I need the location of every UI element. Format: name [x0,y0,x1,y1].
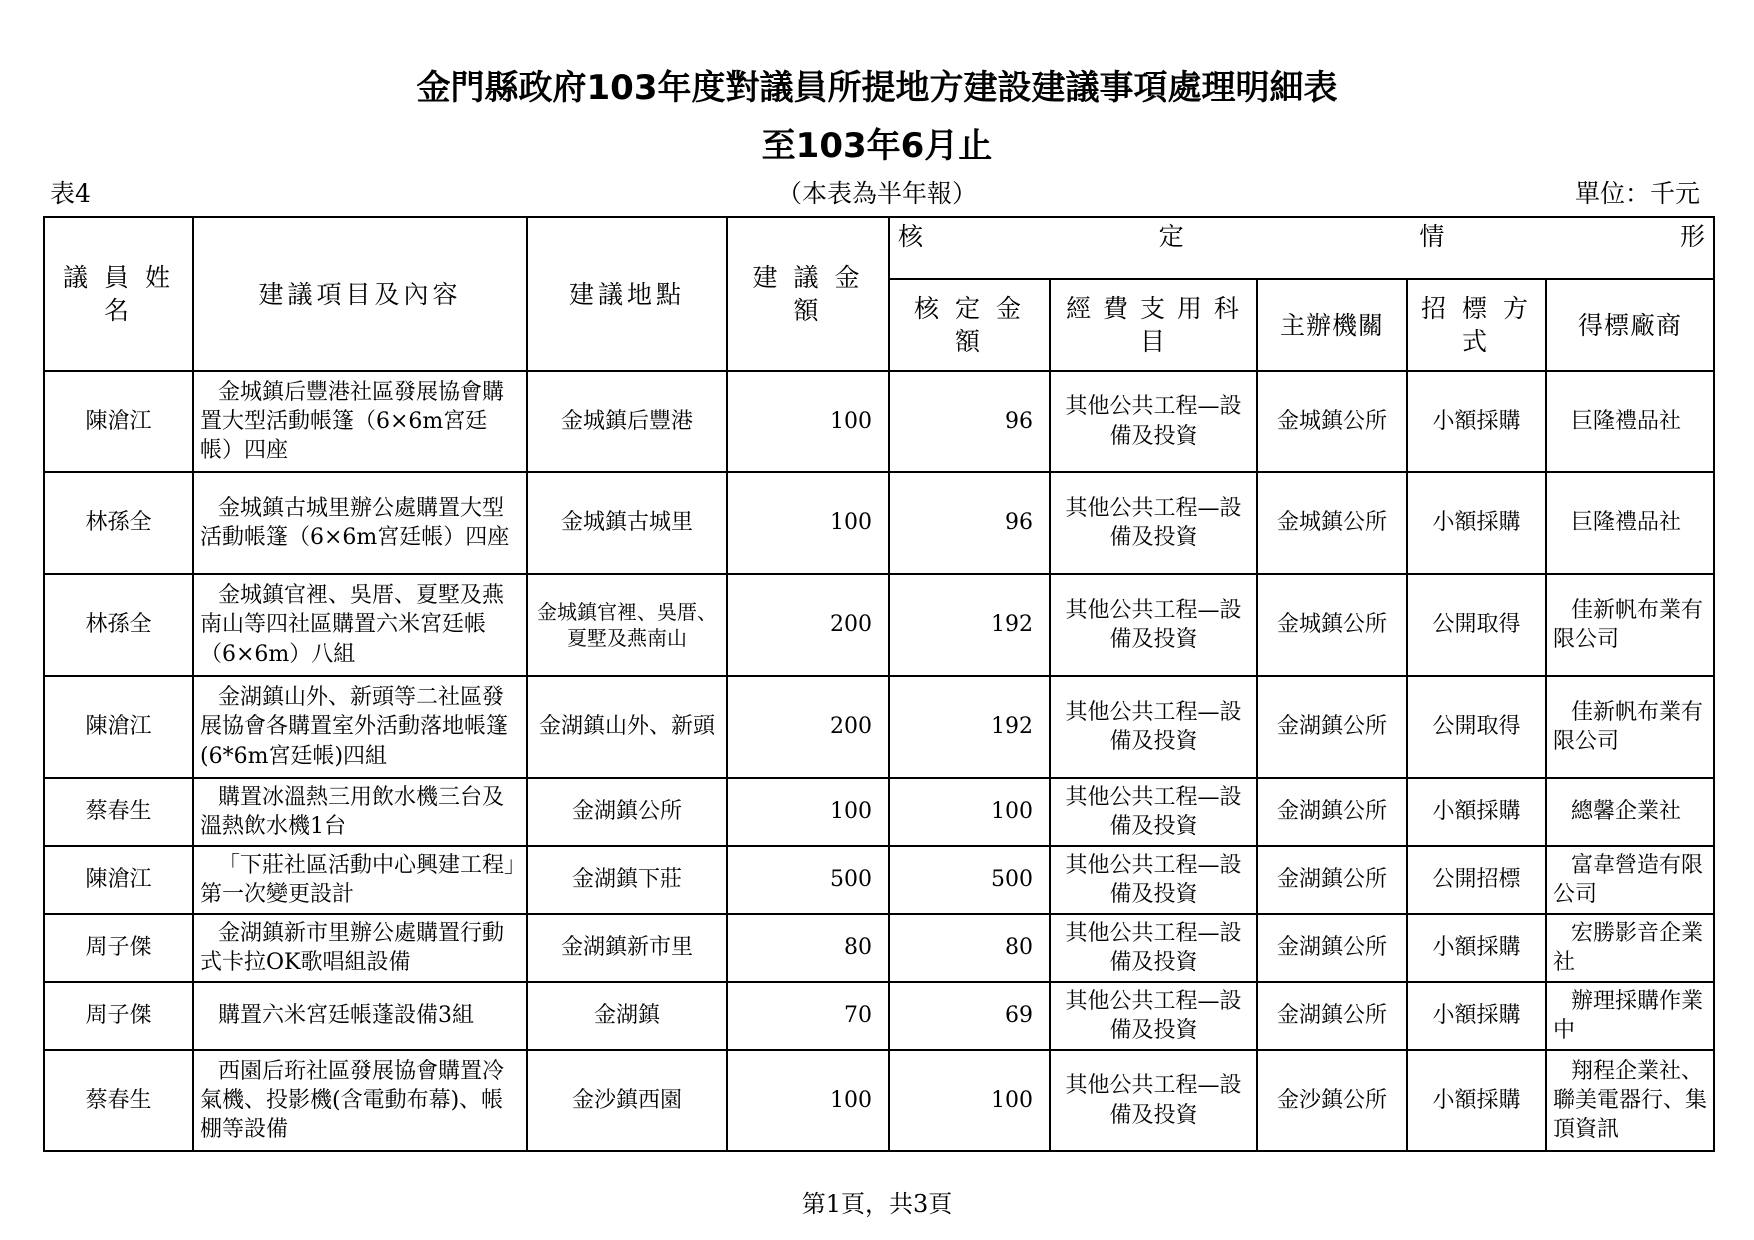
table-row [44,982,1714,1050]
row-approved-amount: 192 [889,574,1050,676]
row-procurement: 公開取得 [1407,574,1546,676]
row-approved-amount: 100 [889,1050,1050,1151]
row-location: 金湖鎮新市里 [527,914,727,982]
row-agency: 金城鎮公所 [1257,371,1407,472]
row-location: 金湖鎮公所 [527,778,727,846]
row-item: 「下莊社區活動中心興建工程」第一次變更設計 [193,846,527,914]
approval-char: 核 [898,222,924,251]
row-councilor: 陳滄江 [44,676,193,778]
page-footer: 第1頁，共3頁 [801,1190,953,1218]
row-procurement: 小額採購 [1407,982,1546,1050]
row-vendor: 辦理採購作業中 [1546,982,1714,1050]
row-item: 購置六米宮廷帳蓬設備3組 [193,982,527,1050]
row-councilor: 蔡春生 [44,1050,193,1151]
row-item: 購置冰溫熱三用飲水機三台及溫熱飲水機1台 [193,778,527,846]
table-row [44,371,1714,472]
approval-char: 情 [1419,222,1445,251]
row-budget-item: 其他公共工程—設備及投資 [1050,982,1257,1050]
table-number: 表4 [50,179,91,208]
row-amount: 70 [727,982,889,1050]
row-approved-amount: 100 [889,778,1050,846]
row-location: 金城鎮官裡、吳厝、夏墅及燕南山 [527,574,727,676]
row-location: 金城鎮古城里 [527,472,727,574]
row-councilor: 林孫全 [44,472,193,574]
row-vendor: 巨隆禮品社 [1546,472,1714,574]
row-item: 金湖鎮新市里辦公處購置行動式卡拉OK歌唱組設備 [193,914,527,982]
row-amount: 80 [727,914,889,982]
page-title: 金門縣政府103年度對議員所提地方建設建議事項處理明細表 [416,68,1338,108]
approval-char: 形 [1679,222,1705,251]
row-vendor: 翔程企業社、聯美電器行、集頂資訊 [1546,1050,1714,1151]
row-vendor: 富韋營造有限公司 [1546,846,1714,914]
row-budget-item: 其他公共工程—設備及投資 [1050,1050,1257,1151]
row-amount: 100 [727,778,889,846]
row-item: 西園后珩社區發展協會購置冷氣機、投影機(含電動布幕)、帳棚等設備 [193,1050,527,1151]
row-budget-item: 其他公共工程—設備及投資 [1050,846,1257,914]
col-approval-group [889,217,1714,279]
row-budget-item: 其他公共工程—設備及投資 [1050,676,1257,778]
table-row [44,676,1714,778]
col-location: 建議地點 [527,217,727,371]
row-vendor: 佳新帆布業有限公司 [1546,574,1714,676]
row-procurement: 公開取得 [1407,676,1546,778]
row-councilor: 陳滄江 [44,846,193,914]
row-location: 金湖鎮下莊 [527,846,727,914]
row-agency: 金湖鎮公所 [1257,778,1407,846]
row-approved-amount: 69 [889,982,1050,1050]
row-agency: 金湖鎮公所 [1257,982,1407,1050]
row-councilor: 林孫全 [44,574,193,676]
row-procurement: 小額採購 [1407,371,1546,472]
row-agency: 金湖鎮公所 [1257,914,1407,982]
row-councilor: 陳滄江 [44,371,193,472]
row-amount: 100 [727,472,889,574]
col-budget-item: 經 費 支 用 科 目 [1050,279,1257,371]
table-row [44,846,1714,914]
row-amount: 500 [727,846,889,914]
row-budget-item: 其他公共工程—設備及投資 [1050,574,1257,676]
table-row [44,1050,1714,1151]
row-budget-item: 其他公共工程—設備及投資 [1050,472,1257,574]
row-budget-item: 其他公共工程—設備及投資 [1050,371,1257,472]
row-vendor: 宏勝影音企業社 [1546,914,1714,982]
row-approved-amount: 96 [889,371,1050,472]
row-amount: 100 [727,371,889,472]
table-row [44,472,1714,574]
col-approved-amount: 核 定 金 額 [889,279,1050,371]
col-vendor: 得標廠商 [1546,279,1714,371]
row-councilor: 蔡春生 [44,778,193,846]
table-row [44,778,1714,846]
row-procurement: 小額採購 [1407,914,1546,982]
row-approved-amount: 80 [889,914,1050,982]
row-item: 金城鎮官裡、吳厝、夏墅及燕南山等四社區購置六米宮廷帳（6×6m）八組 [193,574,527,676]
row-councilor: 周子傑 [44,982,193,1050]
page-subtitle: 至103年6月止 [761,126,993,166]
row-item: 金城鎮古城里辦公處購置大型活動帳篷（6×6m宮廷帳）四座 [193,472,527,574]
row-amount: 100 [727,1050,889,1151]
row-amount: 200 [727,574,889,676]
row-location: 金城鎮后豐港 [527,371,727,472]
row-agency: 金湖鎮公所 [1257,676,1407,778]
row-procurement: 小額採購 [1407,472,1546,574]
row-vendor: 總馨企業社 [1546,778,1714,846]
approval-char: 定 [1158,222,1184,251]
row-location: 金沙鎮西園 [527,1050,727,1151]
col-item: 建議項目及內容 [193,217,527,371]
row-approved-amount: 96 [889,472,1050,574]
col-procurement: 招 標 方 式 [1407,279,1546,371]
row-procurement: 小額採購 [1407,778,1546,846]
row-councilor: 周子傑 [44,914,193,982]
row-agency: 金城鎮公所 [1257,574,1407,676]
table-row [44,914,1714,982]
unit-label: 單位：千元 [1574,179,1700,208]
row-procurement: 公開招標 [1407,846,1546,914]
row-agency: 金湖鎮公所 [1257,846,1407,914]
row-budget-item: 其他公共工程—設備及投資 [1050,914,1257,982]
row-agency: 金城鎮公所 [1257,472,1407,574]
row-approved-amount: 192 [889,676,1050,778]
col-councilor: 議 員 姓 名 [44,217,193,371]
row-procurement: 小額採購 [1407,1050,1546,1151]
row-vendor: 佳新帆布業有限公司 [1546,676,1714,778]
table-row [44,574,1714,676]
report-note: （本表為半年報） [776,179,977,208]
row-agency: 金沙鎮公所 [1257,1050,1407,1151]
col-amount: 建 議 金 額 [727,217,889,371]
row-item: 金湖鎮山外、新頭等二社區發展協會各購置室外活動落地帳篷(6*6m宮廷帳)四組 [193,676,527,778]
row-item: 金城鎮后豐港社區發展協會購置大型活動帳篷（6×6m宮廷帳）四座 [193,371,527,472]
col-agency: 主辦機關 [1257,279,1407,371]
row-budget-item: 其他公共工程—設備及投資 [1050,778,1257,846]
proposal-table [43,216,1715,1152]
row-location: 金湖鎮 [527,982,727,1050]
row-amount: 200 [727,676,889,778]
row-approved-amount: 500 [889,846,1050,914]
row-location: 金湖鎮山外、新頭 [527,676,727,778]
row-vendor: 巨隆禮品社 [1546,371,1714,472]
